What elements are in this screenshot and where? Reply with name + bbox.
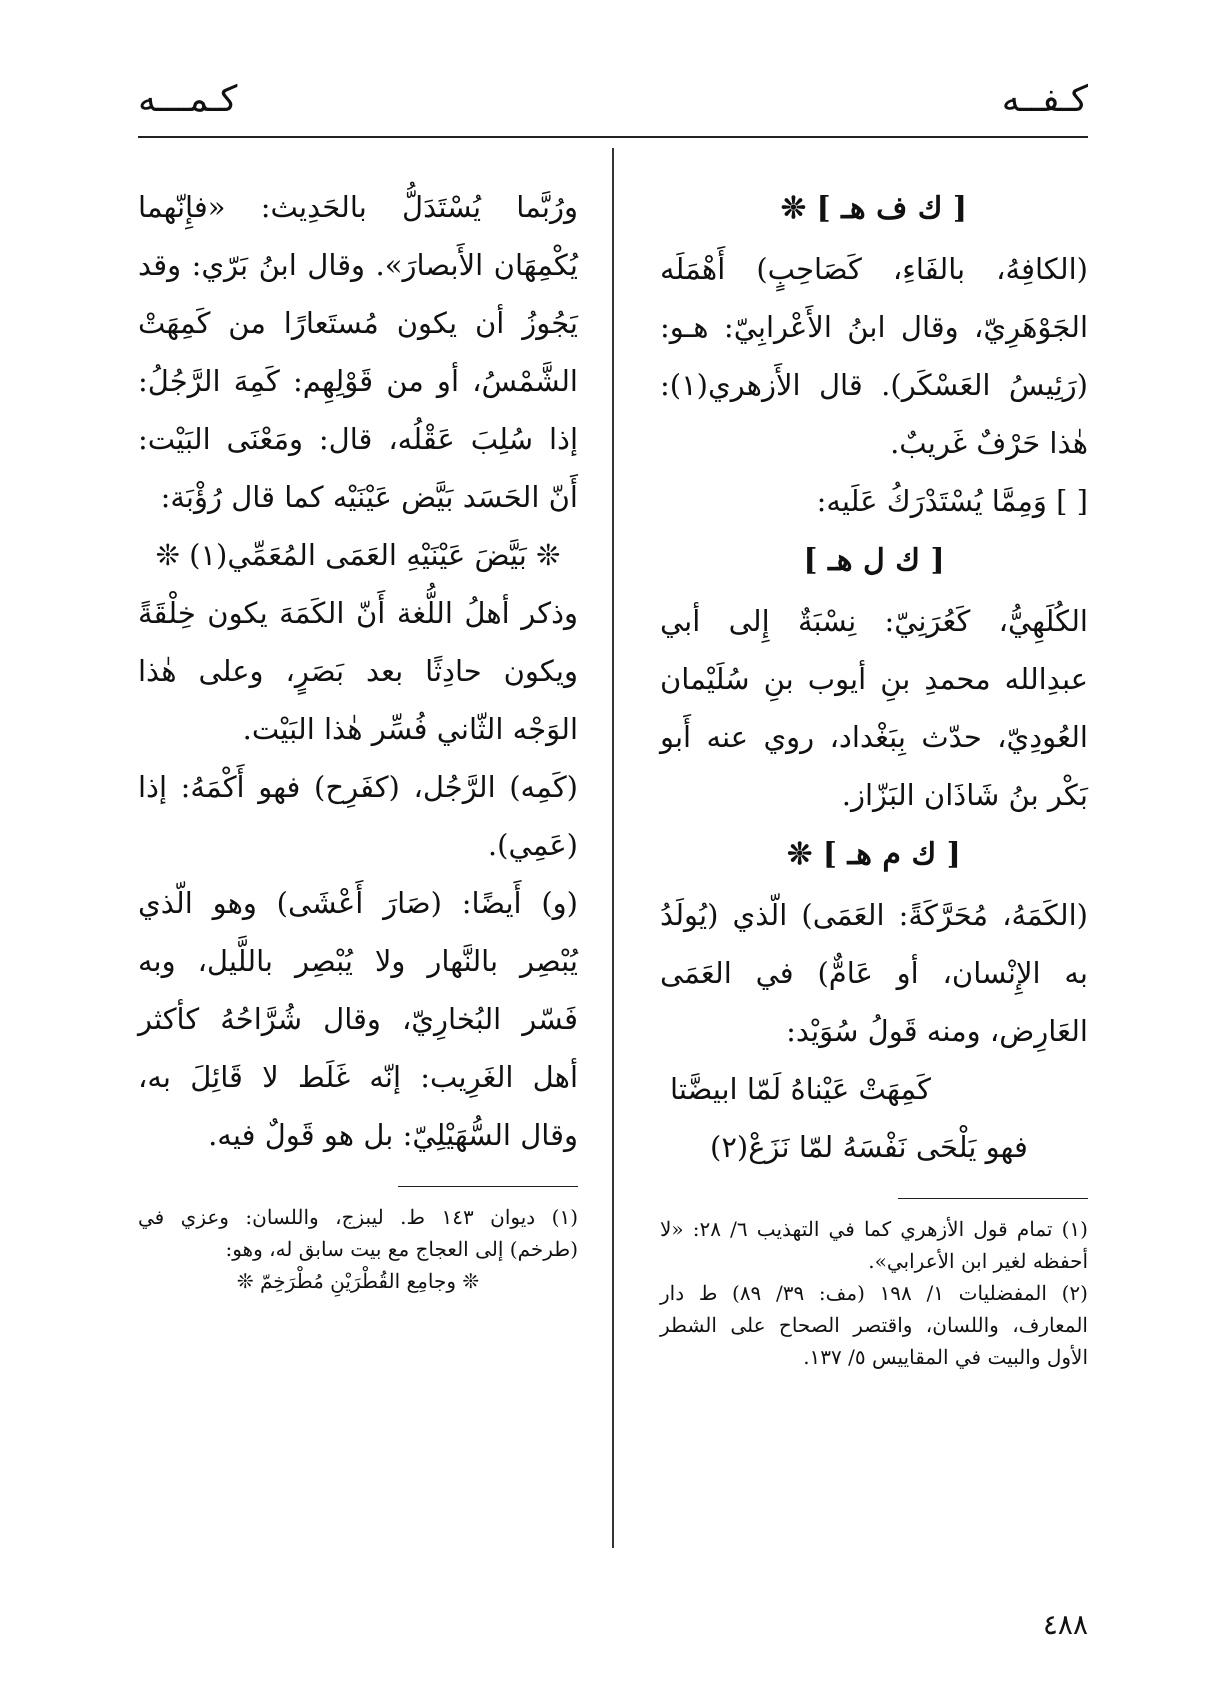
- running-header-left: كـمـــه: [138, 79, 238, 120]
- footnote-verse: ❊ وجامِع القُطْرَيْنِ مُطْرَخِمّ ❊: [236, 1269, 480, 1293]
- column-divider: [612, 148, 614, 1548]
- entry-text: (كَمِه) الرَّجُل، (كفَرِح) فهو أَكْمَهُ: إذا (عَمِي).: [138, 770, 578, 862]
- left-column: [138, 178, 578, 1297]
- footnote-rule: [898, 1198, 1088, 1199]
- entry-text: (الكافِهُ، بالفَاءِ، كَصَاحِبٍ) أَهْمَلَه الجَوْهَرِيّ، وقال ابنُ الأَعْرابِيّ: هـو: (رَئِيسُ العَسْكَر). قال الأَزهري(١): هٰذا حَرْفٌ غَريبٌ.: [660, 252, 1088, 460]
- poetry-verse: كَمِهَتْ عَيْناهُ لَمّا ابيضَّتا: [670, 1072, 931, 1106]
- page-number: ٤٨٨: [1042, 1608, 1088, 1641]
- entry-text: (الكَمَهُ، مُحَرَّكَةً: العَمَى) الّذي (يُولَدُ به الإِنْسان، أو عَامٌّ) في العَمَى العَارِض، ومنه قَولُ سُوَيْد:: [660, 898, 1088, 1048]
- entry-text: الكُلَهِيُّ، كَعُرَنِيّ: نِسْبَةٌ إِلى أبي عبدِالله محمدِ بنِ أيوب بنِ سُلَيْمان العُودِيّ، حدّث بِبَغْداد، روي عنه أَبو بَكْر بنُ شَاذَان البَزّاز.: [660, 604, 1088, 812]
- entry-heading-klh: [ ك ل هـ ]: [803, 543, 945, 578]
- poetry-verse: فهو يَلْحَى نَفْسَهُ لمّا نَزَعْ(٢): [710, 1130, 1028, 1164]
- poetry-verse: ❊ بَيَّضَ عَيْنَيْهِ العَمَى المُعَمِّي(١) ❊: [155, 538, 561, 572]
- entry-text: (و) أَيضًا: (صَارَ أَعْشَى) وهو الّذي يُبْصِر بالنَّهار ولا يُبْصِر باللَّيل، وبه فَسّر البُخارِيّ، وقال شُرَّاحُهُ كأكثر أهل الغَرِيب: إنّه غَلَط لا قَائِلَ به، وقال السُّهَيْلِيّ: بل هو قَولٌ فيه.: [138, 886, 578, 1152]
- right-column: [660, 178, 1088, 1373]
- running-header-right: كـفــه: [1001, 79, 1088, 120]
- footnote: (١) ديوان ١٤٣ ط. ليبزج، واللسان: وعزي في (طرخم) إلى العجاج مع بيت سابق له، وهو:: [138, 1205, 578, 1261]
- entry-text: ورُبَّما يُسْتَدَلُّ بالحَدِيث: «فإِنّهما يُكْمِهَان الأَبصارَ». وقال ابنُ بَرّي: وقد يَجُوزُ أن يكون مُستَعارًا من كَمِهَتْ الشَّمْسُ، أو من قَوْلِهِم: كَمِهَ الرَّجُلُ: إذا سُلِبَ عَقْلُه، قال: ومَعْنَى البَيْت: أَنّ الحَسَد بَيَّض عَيْنَيْه كما قال رُؤْبَة:: [138, 190, 578, 514]
- footnote: (١) تمام قول الأزهري كما في التهذيب ٦/ ٢٨: «لا أحفظه لغير ابن الأعرابي».: [660, 1217, 1088, 1273]
- header-rule: [138, 136, 1088, 138]
- footnote-rule: [398, 1186, 578, 1187]
- entry-heading-kfh: [ ك ف هـ ] ❊: [780, 191, 968, 226]
- entry-text: [ ] وَمِمَّا يُسْتَدْرَكُ عَلَيه:: [816, 484, 1088, 518]
- entry-text: وذكر أهلُ اللُّغة أَنّ الكَمَهَ يكون خِلْقَةً ويكون حادِثًا بعد بَصَرٍ، وعلى هٰذا الوَجْه الثّاني فُسِّر هٰذا البَيْت.: [138, 596, 578, 746]
- entry-heading-kmh: [ ك م هـ ] ❊: [787, 837, 961, 872]
- footnote: (٢) المفضليات ١/ ١٩٨ (مف: ٣٩/ ٨٩) ط دار المعارف، واللسان، واقتصر الصحاح على الشطر الأول والبيت في المقاييس ٥/ ١٣٧.: [660, 1281, 1088, 1369]
